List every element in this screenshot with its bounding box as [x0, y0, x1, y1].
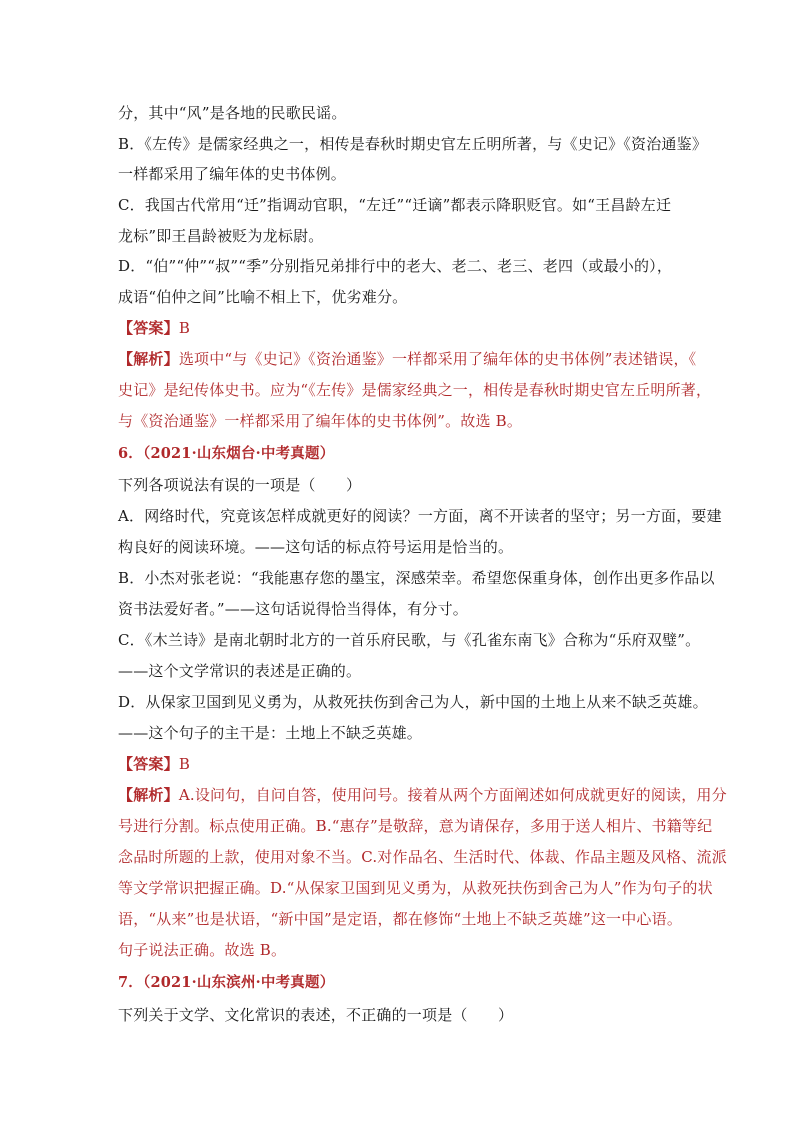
q6-option-a-line1: A．网络时代，究竟该怎样成就更好的阅读？一方面，离不开读者的坚守；另一方面，要建 [118, 507, 722, 525]
analysis-label: 【解析】 [118, 786, 179, 804]
q5-option-d-line2: 成语“伯仲之间”比喻不相上下，优劣难分。 [118, 288, 408, 306]
q6-stem: 下列各项说法有误的一项是（ ） [118, 476, 362, 494]
q5-analysis-line1 [118, 349, 696, 369]
q5-option-c-line1: C．我国古代常用“迁”指调动官职，“左迁”“迁谪”都表示降职贬官。如“王昌龄左迁 [118, 196, 672, 214]
q6-option-c-line2: ——这个文学常识的表述是正确的。 [118, 662, 362, 680]
q6-heading: 6．（2021·山东烟台·中考真题） [118, 445, 335, 462]
q7-stem: 下列关于文学、文化常识的表述，不正确的一项是（ ） [118, 1006, 514, 1024]
q5-option-b-line2: 一样都采用了编年体的史书体例。 [118, 165, 347, 183]
q5-analysis-line3: 与《资治通鉴》一样都采用了编年体的史书体例”。故选 B。 [118, 412, 523, 430]
q6-option-b-line1: B．小杰对张老说：“我能惠存您的墨宝，深感荣幸。希望您保重身体，创作出更多作品以 [118, 569, 715, 587]
q6-analysis-line2: 号进行分割。标点使用正确。B.“惠存”是敬辞，意为请保存，多用于送人相片、书籍等纪 [118, 817, 713, 835]
q6-analysis-line3: 念品时所题的上款，使用对象不当。C.对作品名、生活时代、体裁、作品主题及风格、流派 [118, 848, 727, 866]
q5-analysis-line2: 史记》是纪传体史书。应为“《左传》是儒家经典之一，相传是春秋时期史官左丘明所著， [118, 381, 712, 399]
answer-label: 【答案】 [118, 755, 179, 773]
q6-answer [118, 754, 190, 774]
answer-value: B [178, 755, 191, 773]
analysis-text: A.设问句，自问自答，使用问号。接着从两个方面阐述如何成就更好的阅读，用分 [178, 786, 727, 804]
q5-option-d-line1: D．“伯”“仲”“叔”“季”分别指兄弟排行中的老大、老二、老三、老四（或最小的）， [118, 257, 673, 275]
q6-analysis-line6: 句子说法正确。故选 B。 [118, 941, 287, 959]
q6-analysis-line1 [118, 785, 727, 805]
answer-value: B [178, 319, 191, 337]
answer-label: 【答案】 [118, 319, 179, 337]
analysis-label: 【解析】 [118, 350, 179, 368]
q6-option-c-line1: C．《木兰诗》是南北朝时北方的一首乐府民歌，与《孔雀东南飞》合称为“乐府双璧”。 [118, 631, 701, 649]
q6-option-d-line1: D．从保家卫国到见义勇为，从救死扶伤到舍己为人，新中国的土地上从来不缺乏英雄。 [118, 693, 708, 711]
q6-analysis-line5: 语，“从来”也是状语，“新中国”是定语，都在修饰“土地上不缺乏英雄”这一中心语。 [118, 910, 683, 928]
q6-option-b-line2: 资书法爱好者。”——这句话说得恰当得体，有分寸。 [118, 600, 468, 618]
q5-answer [118, 318, 190, 338]
q5-option-b-line1: B．《左传》是儒家经典之一，相传是春秋时期史官左丘明所著，与《史记》《资治通鉴》 [118, 135, 708, 153]
q6-option-a-line2: 构良好的阅读环境。——这句话的标点符号运用是恰当的。 [118, 538, 514, 556]
q6-analysis-line4: 等文学常识把握正确。D.“从保家卫国到见义勇为，从救死扶伤到舍己为人”作为句子的状 [118, 879, 713, 897]
analysis-text: 选项中“与《史记》《资治通鉴》一样都采用了编年体的史书体例”表述错误，《 [178, 350, 697, 368]
q6-option-d-line2: ——这个句子的主干是：土地上不缺乏英雄。 [118, 724, 423, 742]
q5-option-c-line2: 龙标”即王昌龄被贬为龙标尉。 [118, 227, 324, 245]
q7-heading: 7．（2021·山东滨州·中考真题） [118, 974, 335, 991]
q5-option-a-tail: 分，其中“风”是各地的民歌民谣。 [118, 104, 347, 122]
